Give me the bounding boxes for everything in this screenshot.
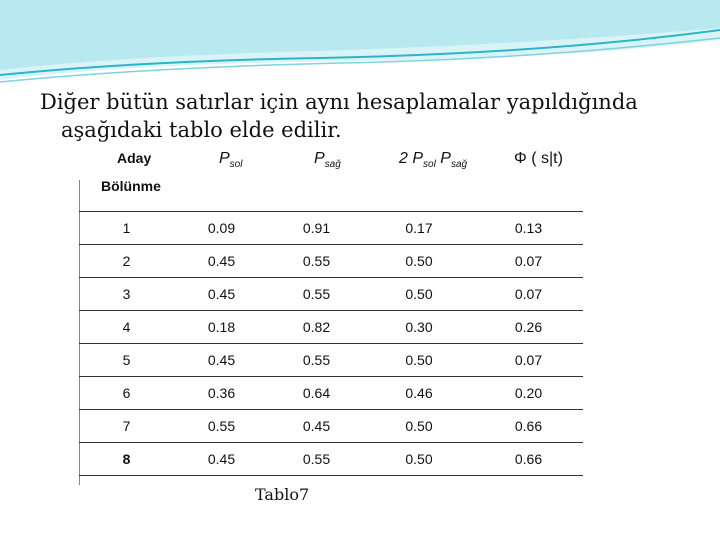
cell-2psolpsag: 0.17 — [364, 212, 474, 245]
results-table-container — [79, 145, 583, 485]
header-phi: Φ ( s|t) — [474, 145, 583, 212]
table-row — [79, 443, 583, 476]
cell-psol: 0.09 — [174, 212, 269, 245]
cell-psol: 0.55 — [174, 410, 269, 443]
cell-psag: 0.55 — [269, 278, 364, 311]
cell-aday: 2 — [79, 245, 174, 278]
cell-aday: 5 — [79, 344, 174, 377]
cell-2psolpsag: 0.46 — [364, 377, 474, 410]
cell-psol: 0.36 — [174, 377, 269, 410]
cell-phi: 0.07 — [474, 245, 583, 278]
header-psol: $P_{sol}$ — [174, 145, 269, 212]
cell-psag: 0.55 — [269, 344, 364, 377]
cell-phi: 0.66 — [474, 443, 583, 476]
cell-phi: 0.07 — [474, 278, 583, 311]
cell-phi: 0.07 — [474, 344, 583, 377]
heading-line-2: aşağıdaki tablo elde edilir. — [61, 118, 342, 142]
cell-aday: 1 — [79, 212, 174, 245]
cell-psag: 0.91 — [269, 212, 364, 245]
table-row — [79, 410, 583, 443]
table-row — [79, 311, 583, 344]
cell-aday: 4 — [79, 311, 174, 344]
table-row — [79, 245, 583, 278]
cell-phi: 0.20 — [474, 377, 583, 410]
table-row — [79, 212, 583, 245]
header-wave-decoration — [0, 0, 720, 90]
cell-phi: 0.66 — [474, 410, 583, 443]
cell-phi: 0.26 — [474, 311, 583, 344]
table-header-row — [79, 145, 583, 212]
cell-psag: 0.45 — [269, 410, 364, 443]
table-row — [79, 278, 583, 311]
header-psag: $P_{sağ}$ — [269, 145, 364, 212]
cell-2psolpsag: 0.50 — [364, 245, 474, 278]
cell-aday: 7 — [79, 410, 174, 443]
table-body — [79, 212, 583, 476]
header-2psol-psag: 2 $P_{sol}$ $P_{sağ}$ — [364, 145, 474, 212]
cell-2psolpsag: 0.50 — [364, 443, 474, 476]
header-aday: Aday — [117, 150, 152, 166]
header-aday-bolunme — [79, 145, 174, 212]
cell-psag: 0.55 — [269, 443, 364, 476]
results-table — [79, 145, 583, 476]
cell-psol: 0.45 — [174, 245, 269, 278]
cell-psag: 0.82 — [269, 311, 364, 344]
cell-psol: 0.45 — [174, 344, 269, 377]
table-row — [79, 377, 583, 410]
cell-psol: 0.45 — [174, 278, 269, 311]
cell-2psolpsag: 0.50 — [364, 344, 474, 377]
cell-aday: 8 — [79, 443, 174, 476]
cell-2psolpsag: 0.30 — [364, 311, 474, 344]
cell-psol: 0.18 — [174, 311, 269, 344]
cell-psol: 0.45 — [174, 443, 269, 476]
cell-aday: 3 — [79, 278, 174, 311]
cell-phi: 0.13 — [474, 212, 583, 245]
cell-2psolpsag: 0.50 — [364, 278, 474, 311]
cell-psag: 0.55 — [269, 245, 364, 278]
cell-psag: 0.64 — [269, 377, 364, 410]
cell-2psolpsag: 0.50 — [364, 410, 474, 443]
heading-line-1: Diğer bütün satırlar için aynı hesaplamalar yapıldığında — [40, 90, 638, 114]
table-row — [79, 344, 583, 377]
cell-aday: 6 — [79, 377, 174, 410]
heading-text — [40, 88, 700, 144]
table-caption: Tablo7 — [255, 485, 310, 504]
header-bolunme: Bölünme — [101, 178, 161, 194]
